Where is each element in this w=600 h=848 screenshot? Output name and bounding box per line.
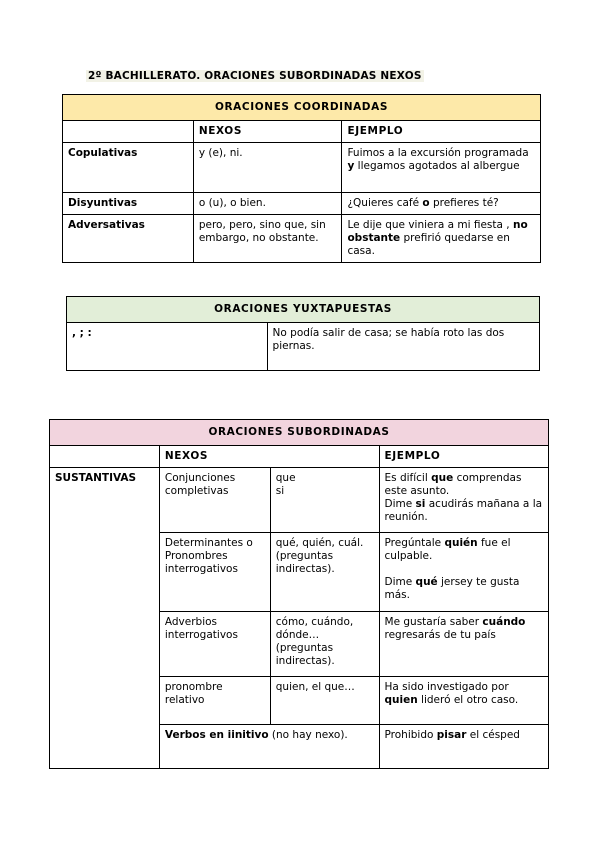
coordinadas-heading: ORACIONES COORDINADAS — [63, 95, 541, 121]
ejemplo-copulativas: Fuimos a la excursión programada y llegamos agotados al albergue — [342, 143, 541, 193]
nexos-list: quien, el que… — [270, 677, 379, 725]
nexos-list: cómo, cuándo, dónde… (preguntas indirectas). — [270, 612, 379, 677]
ejemplo-adversativas: Le dije que viniera a mi fiesta , no obstante prefirió quedarse en casa. — [342, 215, 541, 263]
nexos-list: qué, quién, cuál. (preguntas indirectas). — [270, 533, 379, 612]
ejemplo-cell: Prohibido pisar el césped — [379, 725, 548, 769]
empty-cell — [63, 121, 194, 143]
col-nexos: NEXOS — [159, 446, 379, 468]
subordinadas-heading: ORACIONES SUBORDINADAS — [50, 420, 549, 446]
page-title: 2º BACHILLERATO. ORACIONES SUBORDINADAS NEXOS — [88, 70, 422, 82]
yuxtapuestas-signs: , ; : — [67, 323, 268, 371]
col-nexos: NEXOS — [193, 121, 342, 143]
yuxtapuestas-table — [66, 296, 540, 371]
empty-cell — [50, 446, 160, 468]
group-sustantivas: SUSTANTIVAS — [50, 468, 160, 769]
ejemplo-cell: Me gustaría saber cuándo regresarás de tu país — [379, 612, 548, 677]
nexo-type: Adverbios interrogativos — [159, 612, 270, 677]
yuxtapuestas-heading: ORACIONES YUXTAPUESTAS — [67, 297, 540, 323]
ejemplo-cell: Pregúntale quién fue el culpable. Dime qué jersey te gusta más. — [379, 533, 548, 612]
type-disyuntivas: Disyuntivas — [63, 193, 194, 215]
ejemplo-disyuntivas: ¿Quieres café o prefieres té? — [342, 193, 541, 215]
col-ejemplo: EJEMPLO — [342, 121, 541, 143]
ejemplo-cell: Es difícil que comprendas este asunto. Dime si acudirás mañana a la reunión. — [379, 468, 548, 533]
coordinadas-table — [62, 94, 541, 263]
nexos-list: que si — [270, 468, 379, 533]
nexo-type: Conjunciones completivas — [159, 468, 270, 533]
type-adversativas: Adversativas — [63, 215, 194, 263]
nexo-type: Determinantes o Pronombres interrogativos — [159, 533, 270, 612]
ejemplo-cell: Ha sido investigado por quien lideró el otro caso. — [379, 677, 548, 725]
type-copulativas: Copulativas — [63, 143, 194, 193]
subordinadas-table — [49, 419, 549, 769]
nexos-disyuntivas: o (u), o bien. — [193, 193, 342, 215]
nexo-type: pronombre relativo — [159, 677, 270, 725]
nexos-adversativas: pero, pero, sino que, sin embargo, no obstante. — [193, 215, 342, 263]
col-ejemplo: EJEMPLO — [379, 446, 548, 468]
nexo-infinitivo: Verbos en iinitivo (no hay nexo). — [159, 725, 379, 769]
yuxtapuestas-example: No podía salir de casa; se había roto las dos piernas. — [267, 323, 539, 371]
nexos-copulativas: y (e), ni. — [193, 143, 342, 193]
